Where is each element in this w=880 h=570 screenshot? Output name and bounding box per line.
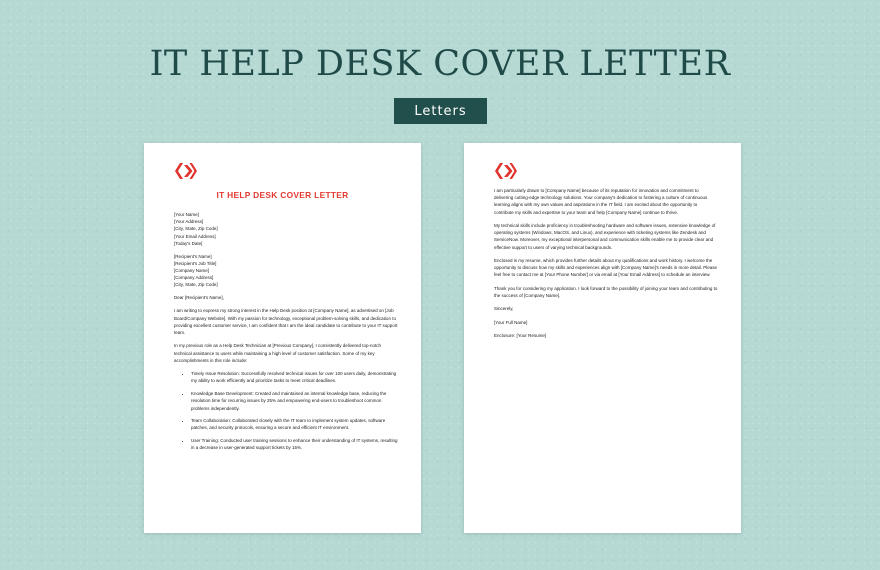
paragraph: I am writing to express my strong interest in the Help Desk position at [Company Name], as advertised on [Job Board/Company Website]. With my passion for technology, exceptional problem-solving skills, and dedication to providing excellent customer service, I am confident that I am the ideal candidate to contribute to your IT support team.: [174, 308, 398, 336]
paragraph: I am particularly drawn to [Company Name] because of its reputation for innovation and commitment to delivering cutting-edge technology solutions. Your company's dedication to fostering a culture of continuous learning aligns with my own values and aspirations in the IT field. I am excited about the opportunity to contribute my skills and expertise to your team and help [Company Name] continue to thrive.: [494, 188, 708, 215]
company-logo-icon: [174, 162, 198, 180]
recipient-line: [Recipient's Job Title]: [174, 260, 217, 266]
paragraph: Thank you for considering my application. I look forward to the possibility of joining your team and contributing to the success of [Company Name].: [494, 285, 718, 298]
page-title: IT HELP DESK COVER LETTER: [149, 44, 731, 84]
paragraph: Enclosed is my resume, which provides further details about my qualifications and work history. I welcome the opportunity to discuss how my skills and experiences align with [Company Name]'s needs in more detail. Please feel free to contact me at [Your Phone Number] or via email at [Your Email Address] to schedule an interview.: [494, 258, 717, 278]
recipient-block: [174, 253, 398, 289]
salutation: Dear [Recipient's Name],: [174, 295, 224, 301]
closing: Sincerely,: [494, 306, 514, 312]
letter-title: IT HELP DESK COVER LETTER: [216, 190, 349, 200]
letter-body-page-2: [494, 187, 718, 346]
sender-line: [City, State, Zip Code]: [174, 226, 218, 232]
enclosure: Enclosure: [Your Resume]: [494, 333, 547, 339]
paragraph: My technical skills include proficiency in troubleshooting hardware and software issues, extensive knowledge of operating systems (Windows, MacOS, and Linux), and experience with ticketing systems like Zendesk and ServiceNow. Moreover, my exceptional interpersonal and communication skills enable me to provide clear and effective support to users of varying technical backgrounds.: [494, 223, 716, 250]
list-item: • User Training: Conducted user training sessions to enhance their understanding of IT systems, resulting in a decrease in user-generated support tickets by 15%.: [191, 437, 398, 451]
letter-page-2-preview[interactable]: [464, 143, 741, 533]
recipient-line: [City, State, Zip Code]: [174, 282, 218, 288]
recipient-line: [Company Address]: [174, 275, 214, 281]
letter-body-page-1: [174, 211, 398, 457]
paragraph: In my previous role as a Help Desk Technician at [Previous Company], I consistently delivered top-notch technical assistance to users while maintaining a high level of customer satisfaction. Some of my key accomplishments in this role include:: [174, 343, 382, 363]
accomplishments-list: [174, 370, 398, 451]
company-logo-icon: [494, 162, 518, 180]
recipient-line: [Recipient's Name]: [174, 253, 212, 259]
sender-line: [Your Name]: [174, 212, 199, 217]
list-item: • Timely Issue Resolution: Successfully resolved technical issues for over 100 users daily, demonstrating my ability to work efficiently and prioritize tasks to meet critical deadlines.: [191, 370, 398, 384]
list-item: • Knowledge Base Development: Created and maintained an internal knowledge base, reducing the resolution time for recurring issues by 25% and empowering end-users to troubleshoot common problems independently.: [191, 390, 398, 412]
list-item: • Team Collaboration: Collaborated closely with the IT team to implement system updates, software patches, and security protocols, ensuring a secure and efficient IT environment.: [191, 417, 398, 431]
letter-page-1-preview[interactable]: [144, 143, 421, 533]
sender-line: [Your Email Address]: [174, 233, 216, 239]
signature: [Your Full Name]: [494, 319, 528, 325]
recipient-line: [Company Name]: [174, 267, 210, 273]
category-badge[interactable]: Letters: [394, 98, 487, 124]
sender-line: [Today's Date]: [174, 240, 203, 246]
sender-line: [Your Address]: [174, 219, 204, 225]
sender-block: [174, 211, 398, 247]
